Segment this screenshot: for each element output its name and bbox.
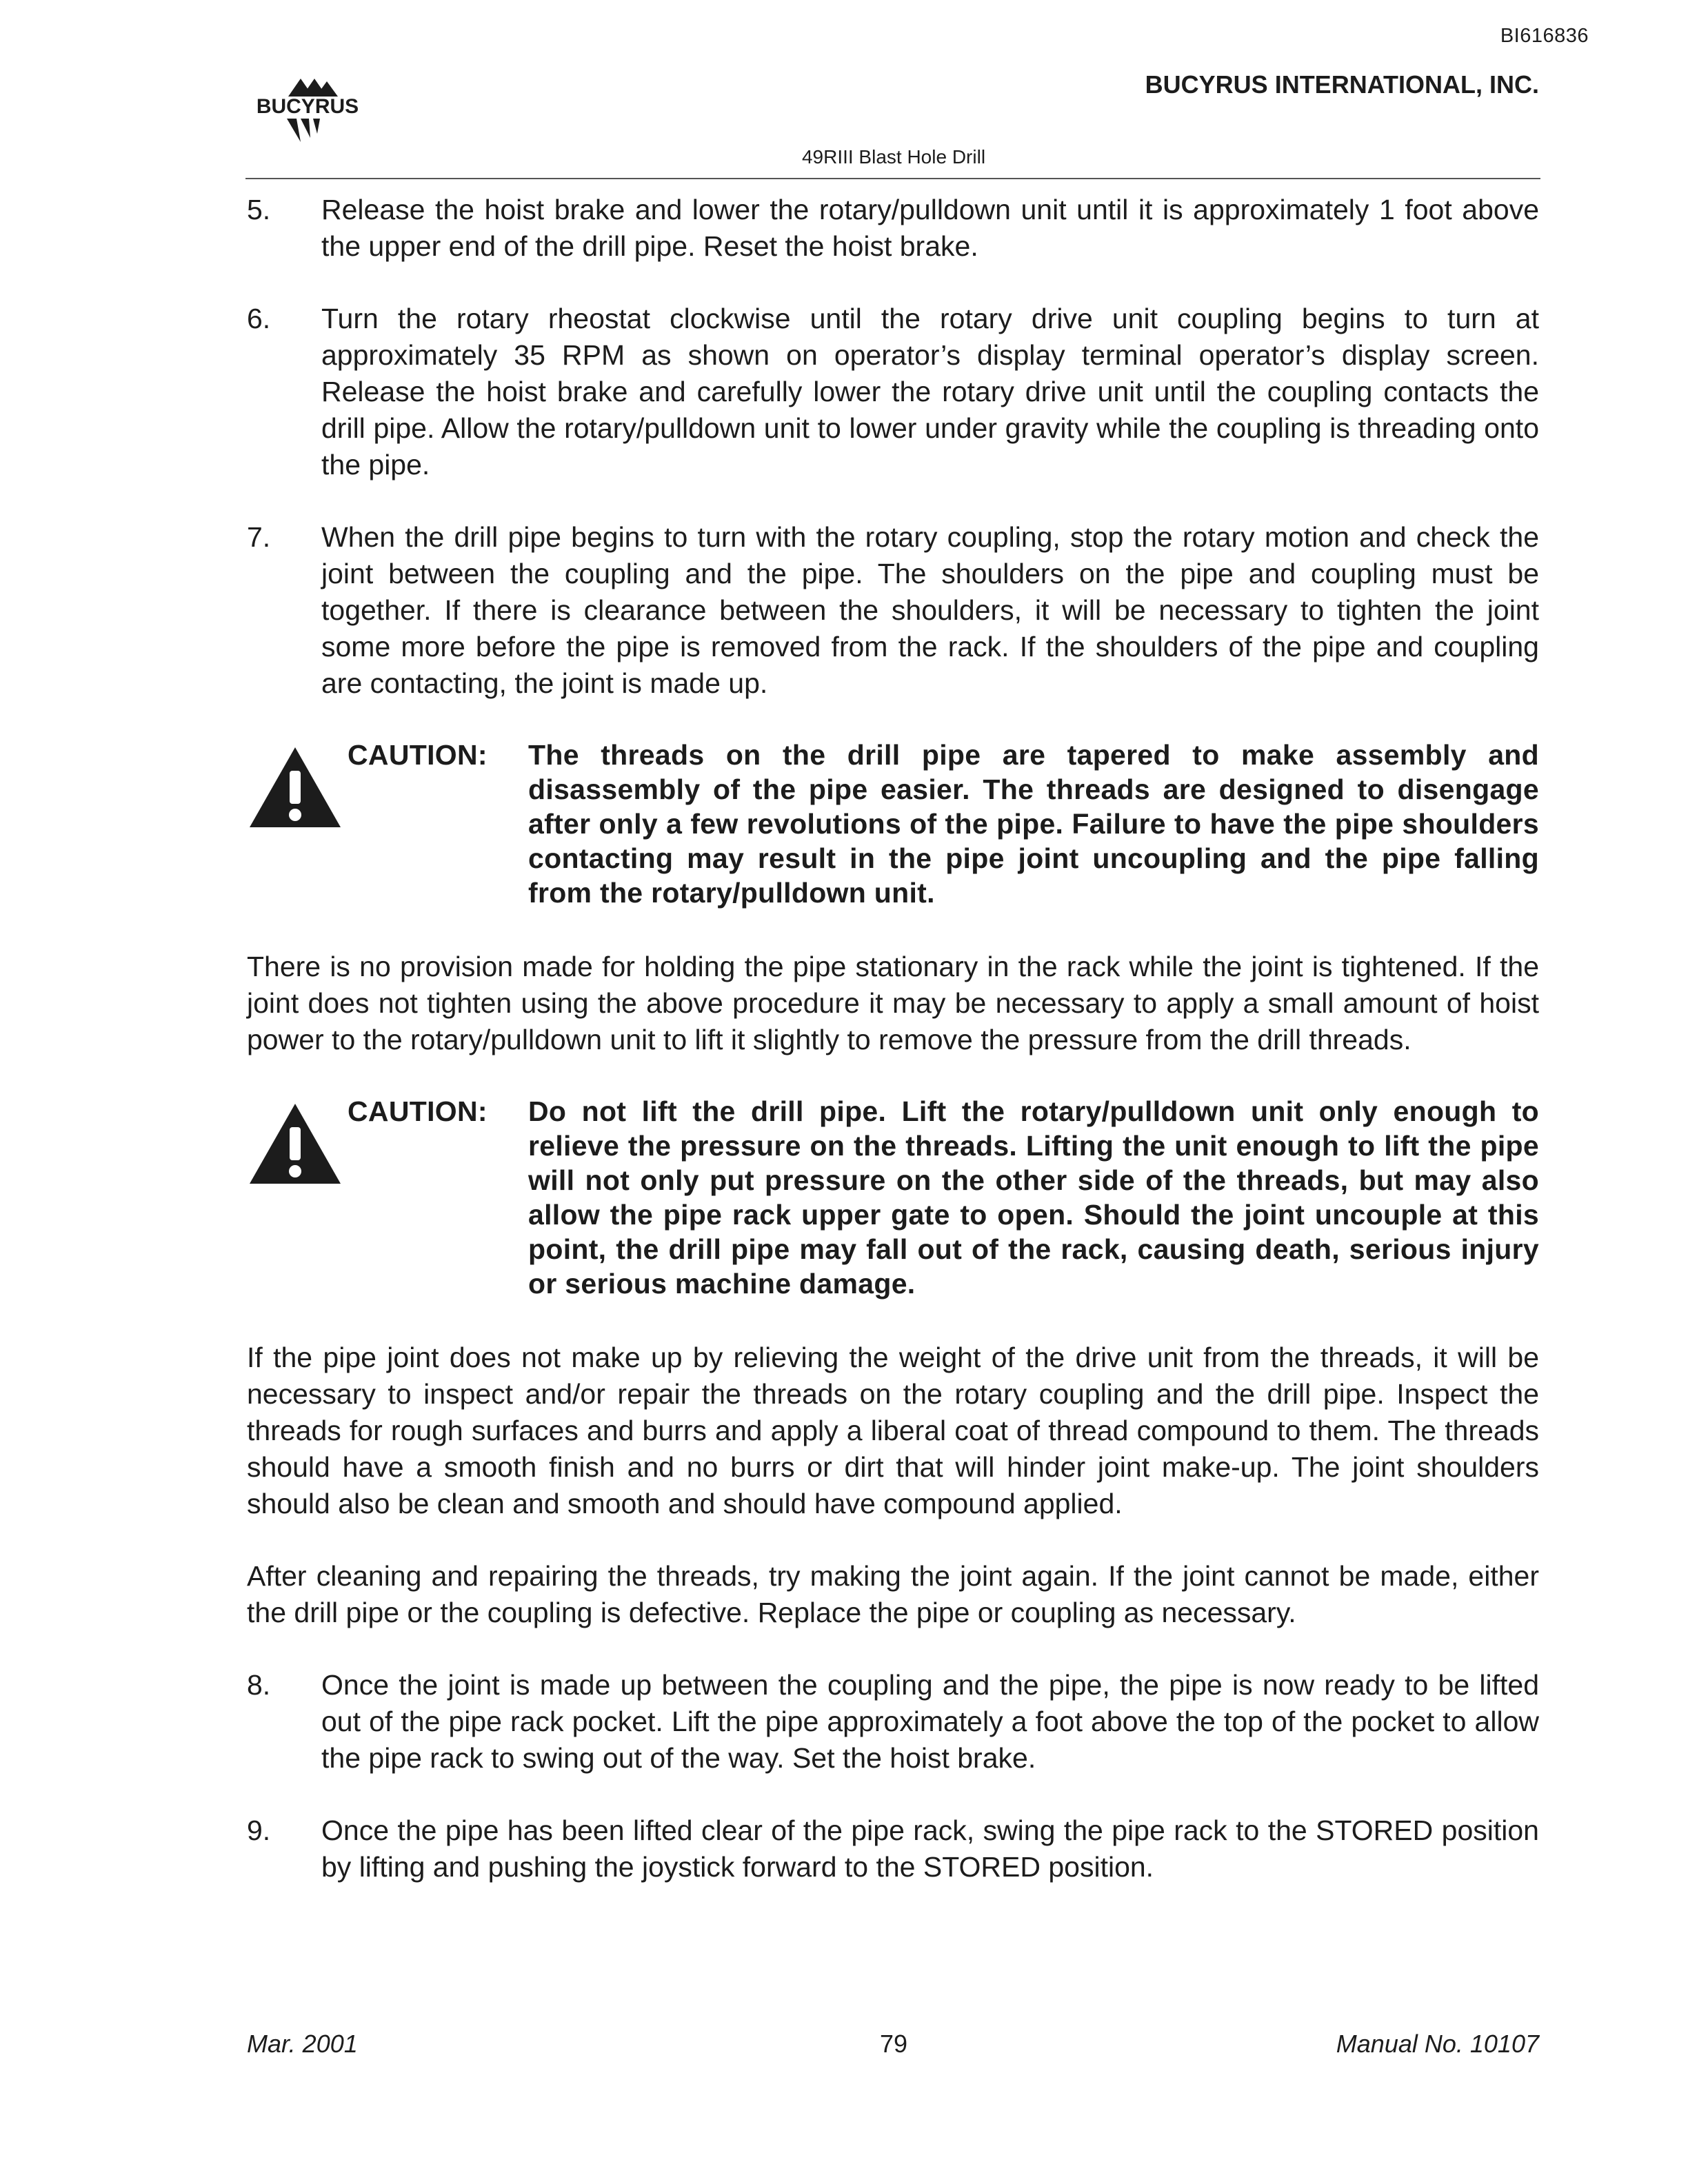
- caution-text: Do not lift the drill pipe. Lift the rotary/pulldown unit only enough to relieve the pressure on the threads. Lifting the unit enough to lift the pipe will not only put pressure on the other side of the threads, but may also allow the pipe rack upper gate to open. Should the joint uncouple at this point, the drill pipe may fall out of the rack, causing death, serious injury or serious machine damage.: [528, 1095, 1539, 1300]
- step-number: 5.: [247, 194, 271, 225]
- caution-block-1: [247, 738, 1539, 910]
- step-text: Once the pipe has been lifted clear of the pipe rack, swing the pipe rack to the STORED position by lifting and pushing the joystick forward to the STORED position.: [321, 1814, 1539, 1883]
- caution-label: CAUTION:: [348, 739, 488, 771]
- step-text: Turn the rotary rheostat clockwise until the rotary drive unit coupling begins to turn at approximately 35 RPM as shown on operator’s display terminal operator’s display screen. Release the hoist brake and carefully lower the rotary drive unit until the coupling contacts the drill pipe. Allow the rotary/pulldown unit to lower under gravity while the coupling is threading onto the pipe.: [321, 303, 1539, 481]
- step-text: When the drill pipe begins to turn with the rotary coupling, stop the rotary motion and check the joint between the coupling and the pipe. The shoulders on the pipe and coupling must be together. If there is clearance between the shoulders, it will be necessary to tighten the joint some more before the pipe is removed from the rack. If the shoulders of the pipe and coupling are contacting, the joint is made up.: [321, 521, 1539, 699]
- document-id: BI616836: [1500, 25, 1589, 47]
- step-5: [247, 192, 1539, 265]
- bucyrus-logo: [245, 69, 370, 152]
- step-9: [247, 1812, 1539, 1885]
- logo-wordmark: BUCYRUS: [256, 95, 359, 118]
- caution-text: The threads on the drill pipe are tapered to make assembly and disassembly of the pipe easier. The threads are designed to disengage after only a few revolutions of the pipe. Failure to have the pipe shoulders contacting may result in the pipe joint uncoupling and the pipe falling from the rotary/pulldown unit.: [528, 739, 1539, 909]
- paragraph-inspect-threads: If the pipe joint does not make up by relieving the weight of the drive unit from the threads, it will be necessary to inspect and/or repair the threads on the rotary coupling and the drill pipe. Inspect the threads for rough surfaces and burrs and apply a liberal coat of thread compound to them. The threads should have a smooth finish and no burrs or dirt that will hinder joint make-up. The joint shoulders should also be clean and smooth and should have compound applied.: [247, 1342, 1539, 1519]
- step-8: [247, 1667, 1539, 1777]
- page-content: [247, 192, 1539, 1921]
- step-6: [247, 301, 1539, 483]
- step-7: [247, 519, 1539, 702]
- paragraph-hoist-power: There is no provision made for holding the pipe stationary in the rack while the joint is tightened. If the joint does not tighten using the above procedure it may be necessary to apply a small amount of hoist power to the rotary/pulldown unit to lift it slightly to remove the pressure from the drill threads.: [247, 951, 1539, 1055]
- caution-block-2: [247, 1094, 1539, 1301]
- step-number: 6.: [247, 303, 271, 334]
- company-name: BUCYRUS INTERNATIONAL, INC.: [1145, 70, 1539, 99]
- warning-triangle-icon: [247, 745, 343, 830]
- paragraph-after-cleaning: After cleaning and repairing the threads, try making the joint again. If the joint cannot be made, either the drill pipe or the coupling is defective. Replace the pipe or coupling as necessary.: [247, 1560, 1539, 1628]
- step-number: 9.: [247, 1814, 271, 1846]
- step-text: Once the joint is made up between the coupling and the pipe, the pipe is now ready to be lifted out of the pipe rack pocket. Lift the pipe approximately a foot above the top of the pocket to allow the pipe rack to swing out of the way. Set the hoist brake.: [321, 1669, 1539, 1774]
- page-number: 79: [879, 2030, 908, 2058]
- document-subtitle: 49RIII Blast Hole Drill: [801, 146, 986, 168]
- footer-date: Mar. 2001: [247, 2030, 358, 2058]
- step-text: Release the hoist brake and lower the rotary/pulldown unit until it is approximately 1 foot above the upper end of the drill pipe. Reset the hoist brake.: [321, 194, 1539, 262]
- header-rule: [245, 178, 1540, 179]
- step-number: 7.: [247, 521, 271, 553]
- warning-triangle-icon: [247, 1101, 343, 1186]
- caution-label: CAUTION:: [348, 1095, 488, 1127]
- footer-manual-number: Manual No. 10107: [1336, 2030, 1539, 2058]
- step-number: 8.: [247, 1669, 271, 1701]
